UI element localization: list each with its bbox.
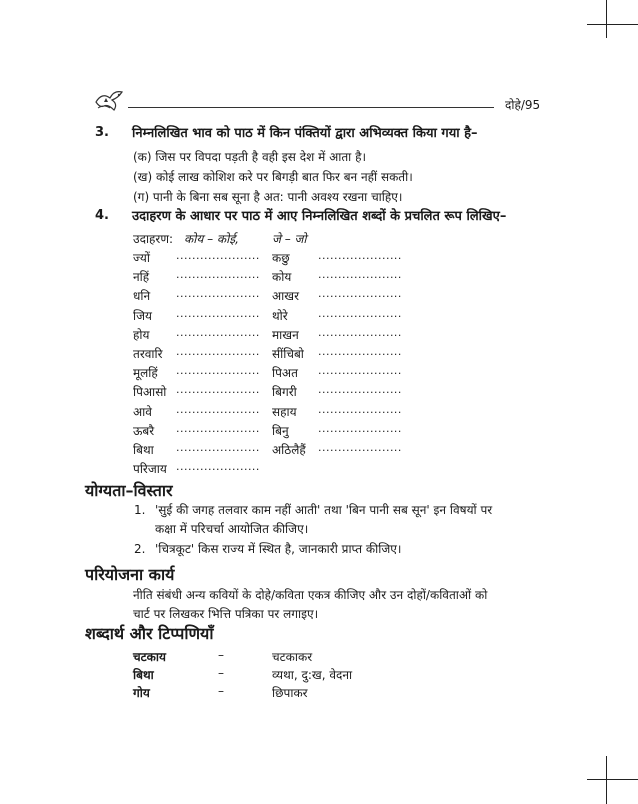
pariyojana-line-2: चार्ट पर लिखकर भित्ति पत्रिका पर लगाइए। [133, 607, 319, 621]
crop-mark [606, 0, 607, 38]
section-title-glossary: शब्दार्थ और टिप्पणियाँ [85, 624, 214, 643]
answer-blank: ..................... [176, 441, 260, 454]
question-4-text: उदाहरण के आधार पर पाठ में आए निम्नलिखित शब्दों के प्रचलित रूप लिखिए– [132, 209, 507, 224]
word-right: बिनु [272, 424, 289, 438]
word-left: मूलहिं [133, 366, 158, 380]
word-right: थोरे [272, 309, 288, 323]
word-left: ज्यों [133, 251, 150, 265]
word-right: अठिलैहैं [272, 443, 306, 457]
glossary-dash: – [218, 648, 224, 662]
yogyata-item-2-line-1: 'चित्रकूट' किस राज्य में स्थित है, जानकारी प्राप्त कीजिए। [155, 542, 402, 556]
answer-blank: ..................... [176, 326, 260, 339]
answer-blank: ..................... [176, 364, 260, 377]
pariyojana-line-1: नीति संबंधी अन्य कवियों के दोहे/कविता एकत्र कीजिए और उन दोहों/कविताओं को [133, 588, 488, 602]
word-left: नहिं [133, 270, 150, 284]
word-left: आवे [133, 405, 152, 419]
word-right: आखर [272, 289, 299, 303]
answer-blank: ..................... [176, 345, 260, 358]
word-right: बिगरी [272, 385, 297, 399]
answer-blank: ..................... [176, 287, 260, 300]
question-3-item-ka: (क) जिस पर विपदा पड़ती है वही इस देश में आता है। [133, 150, 367, 164]
answer-blank: ..................... [318, 326, 402, 339]
word-right: सहाय [272, 405, 297, 419]
glossary-meaning: छिपाकर [272, 686, 308, 700]
glossary-term: बिथा [133, 668, 154, 682]
word-left: धनि [133, 289, 151, 303]
answer-blank: ..................... [176, 383, 260, 396]
word-left: पिआसो [133, 385, 167, 399]
word-left: बिथा [133, 443, 154, 457]
word-right: माखन [272, 328, 299, 342]
word-left: होय [133, 328, 150, 342]
word-left: परिजाय [133, 462, 167, 476]
header-rule [128, 107, 494, 108]
answer-blank: ..................... [318, 307, 402, 320]
yogyata-item-1-number: 1. [134, 503, 146, 517]
question-3-text: निम्नलिखित भाव को पाठ में किन पंक्तियों द्वारा अभिव्यक्त किया गया है– [132, 126, 478, 141]
answer-blank: ..................... [176, 403, 260, 416]
word-left: जिय [133, 309, 152, 323]
answer-blank: ..................... [176, 249, 260, 262]
answer-blank: ..................... [318, 268, 402, 281]
yogyata-item-2-number: 2. [134, 542, 146, 556]
word-right: पिअत [272, 366, 298, 380]
example-left: कोय – कोई, [184, 232, 239, 246]
section-title-yogyata: योग्यता–विस्तार [85, 481, 173, 500]
yogyata-item-1-line-1: 'सुई की जगह तलवार काम नहीं आती' तथा 'बिन पानी सब सून' इन विषयों पर [155, 503, 493, 517]
bird-flower-logo [92, 86, 128, 114]
glossary-meaning: व्यथा, दु:ख, वेदना [272, 668, 353, 682]
crop-mark [606, 756, 607, 804]
question-4-number: 4. [95, 208, 109, 223]
glossary-term: चटकाय [133, 650, 166, 664]
word-right: कोय [272, 270, 292, 284]
answer-blank: ..................... [318, 249, 402, 262]
section-title-pariyojana: परियोजना कार्य [85, 565, 175, 584]
question-3-item-kha: (ख) कोई लाख कोशिश करे पर बिगड़ी बात फिर बन नहीं सकती। [133, 170, 413, 184]
answer-blank: ..................... [318, 383, 402, 396]
example-label: उदाहरण: [133, 232, 174, 246]
word-right: सींचिबो [272, 347, 304, 361]
answer-blank: ..................... [176, 307, 260, 320]
glossary-term: गोय [133, 686, 150, 700]
answer-blank: ..................... [318, 422, 402, 435]
yogyata-item-1-line-2: कक्षा में परिचर्चा आयोजित कीजिए। [155, 522, 309, 536]
example-right: जे – जो [272, 232, 307, 246]
answer-blank: ..................... [318, 403, 402, 416]
answer-blank: ..................... [318, 287, 402, 300]
question-3-number: 3. [95, 125, 109, 140]
word-left: ऊबरै [133, 424, 155, 438]
answer-blank: ..................... [318, 345, 402, 358]
word-left: तरवारि [133, 347, 163, 361]
page-number: दोहे/95 [505, 98, 541, 112]
crop-mark [587, 779, 638, 780]
word-right: कछु [272, 251, 290, 265]
answer-blank: ..................... [176, 422, 260, 435]
answer-blank: ..................... [318, 364, 402, 377]
answer-blank: ..................... [176, 460, 260, 473]
crop-mark [587, 24, 638, 25]
glossary-dash: – [218, 666, 224, 680]
answer-blank: ..................... [176, 268, 260, 281]
glossary-dash: – [218, 684, 224, 698]
answer-blank: ..................... [318, 441, 402, 454]
glossary-meaning: चटकाकर [272, 650, 313, 664]
question-3-item-ga: (ग) पानी के बिना सब सूना है अत: पानी अवश्य रखना चाहिए। [133, 190, 403, 204]
